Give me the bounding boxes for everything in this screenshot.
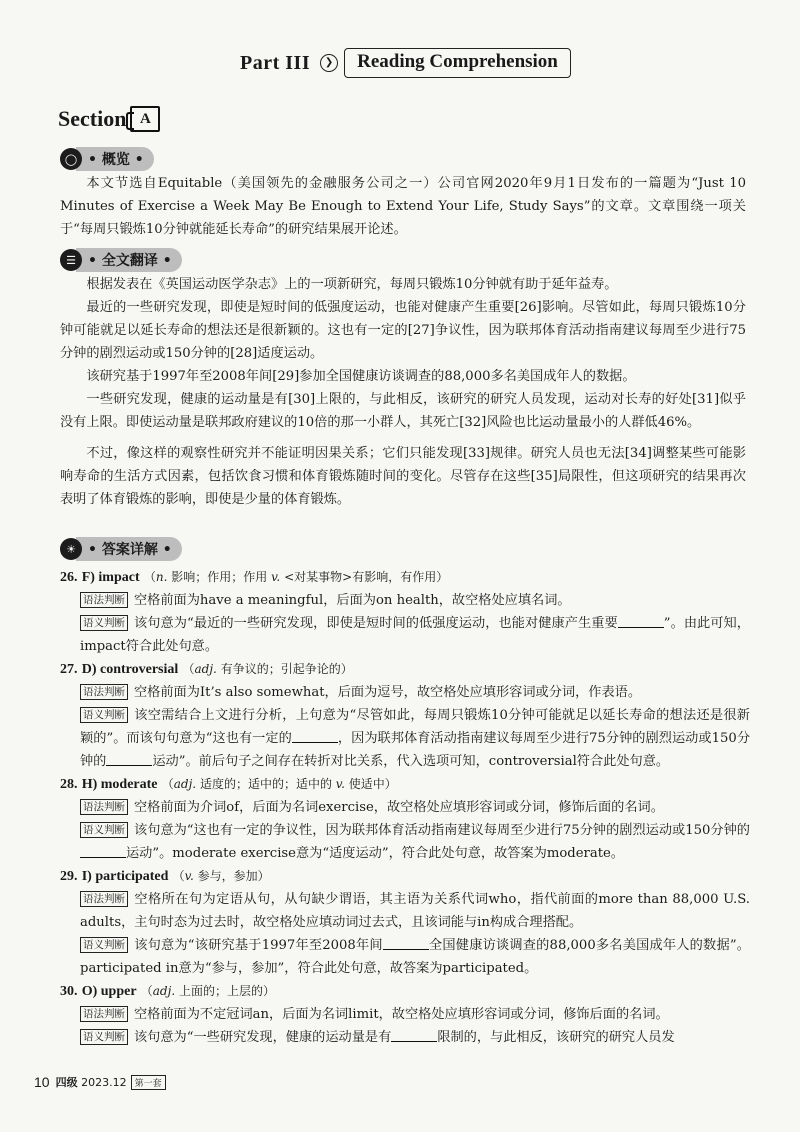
blank xyxy=(383,937,429,950)
answers-heading xyxy=(60,537,182,561)
note: 参与，参加 xyxy=(197,869,258,883)
translation-text xyxy=(60,273,746,511)
grammar-line xyxy=(80,681,750,704)
pos: adj. xyxy=(194,662,217,676)
translation-paragraph: 不过，像这样的观察性研究并不能证明因果关系；它们只能发现[33]规律。研究人员也无法[34]调整某些可能影响寿命的生活方式因素，包括饮食习惯和体育锻炼随时间的变化。尽管存在这些[35]局限性，但这项研究的结果再次表明了体育锻炼的影响，即使是少量的体育锻炼。 xyxy=(60,446,746,507)
grammar-tag: 语法判断 xyxy=(80,684,128,700)
section-badge xyxy=(130,106,160,132)
answer-word: I) participated xyxy=(81,869,169,884)
chevron-right-icon: ❯ xyxy=(320,54,338,72)
grammar-line xyxy=(80,589,750,612)
translation-paragraph: 根据发表在《英国运动医学杂志》上的一项新研究，每周只锻炼10分钟就有助于延年益寿。 xyxy=(86,277,618,292)
meaning-line xyxy=(80,1026,750,1049)
translation-heading xyxy=(60,248,182,272)
pos: v. xyxy=(335,777,345,791)
overview-text xyxy=(60,172,746,241)
section-letter: A xyxy=(140,110,151,127)
page-footer xyxy=(34,1074,166,1090)
footer-set: 第一套 xyxy=(131,1075,166,1090)
grammar-tag: 语法判断 xyxy=(80,592,128,608)
meaning-text: 运动”。前后句子之间存在转折对比关系，代入选项可知，controversial符合此处句意。 xyxy=(152,754,670,769)
page-number: 10 xyxy=(34,1074,50,1090)
part-header xyxy=(240,48,571,78)
meaning-tag: 语义判断 xyxy=(80,707,128,723)
answer-27-head: 27. D) controversial （adj. 有争议的；引起争论的） xyxy=(60,662,353,677)
meaning-text: 该空需结合上文进行分析，上句意为“尽管如此，每周只锻炼10分钟可能就足以延长寿命的想法还是很新颖的”。而该句句意为“这也有一定的 xyxy=(80,708,750,746)
overview-paragraph: 本文节选自Equitable（美国领先的金融服务公司之一）公司官网2020年9月1日发布的一篇题为“Just 10 Minutes of Exercise a Week May Be Enough to Extend Your Life, Study Says”的文章。文章围绕一项关于“每周只锻炼10分钟就能延长寿命”的研究结果展开论述。 xyxy=(60,176,746,237)
blank xyxy=(391,1029,437,1042)
answer-29-head: 29. I) participated （v. 参与，参加） xyxy=(60,869,270,884)
answer-number: 26. xyxy=(60,570,78,585)
answer-number: 30. xyxy=(60,984,78,999)
grammar-tag: 语法判断 xyxy=(80,891,128,907)
answer-26-head: 26. F) impact （n. 影响；作用；作用 v. <对某事物>有影响，有作用） xyxy=(60,570,449,585)
pos: v. xyxy=(184,869,194,883)
meaning-text: ”。由此可知，impact符合此处句意。 xyxy=(80,616,750,654)
blank xyxy=(106,753,152,766)
overview-heading-label: • 概览 • xyxy=(76,147,154,171)
grammar-line xyxy=(80,1003,750,1026)
grammar-tag: 语法判断 xyxy=(80,799,128,815)
pos: v. xyxy=(271,570,281,584)
meaning-line xyxy=(80,612,750,658)
blank xyxy=(80,845,126,858)
blank xyxy=(618,615,664,628)
part-title: Reading Comprehension xyxy=(344,48,571,78)
meaning-text: 该句意为“最近的一些研究发现，即使是短时间的低强度运动，也能对健康产生重要 xyxy=(134,616,618,631)
translation-paragraph: 一些研究发现，健康的运动量是有[30]上限的，与此相反，该研究的研究人员发现，运动对长寿的好处[31]似乎没有上限。即使运动量是联邦政府建议的10倍的那一小群人，其死亡[32]风险也比运动量最小的人群低46%。 xyxy=(60,392,746,430)
meaning-line xyxy=(80,819,750,865)
pos: adj. xyxy=(152,984,176,998)
answer-number: 29. xyxy=(60,869,78,884)
chat-icon: ☰ xyxy=(60,249,82,271)
part-label: Part III xyxy=(240,51,311,74)
meaning-tag: 语义判断 xyxy=(80,937,128,953)
note: 有争议的；引起争论的 xyxy=(220,662,341,676)
answer-30-head: 30. O) upper （adj. 上面的；上层的） xyxy=(60,984,275,999)
answer-list xyxy=(60,566,750,1049)
section-title xyxy=(58,106,160,132)
note: 影响；作用 xyxy=(171,570,232,584)
grammar-line xyxy=(80,888,750,934)
grammar-text: 空格所在句为定语从句，从句缺少谓语，其主语为关系代词who，指代前面的more than 88,000 U.S. adults，主句时态为过去时，故空格处应填动词过去式，且该词能与in构成合理搭配。 xyxy=(80,892,750,930)
translation-heading-label: • 全文翻译 • xyxy=(76,248,182,272)
answer-word: F) impact xyxy=(81,570,140,585)
answer-28-head: 28. H) moderate （adj. 适度的；适中的；适中的 v. 使适中） xyxy=(60,777,397,792)
meaning-line xyxy=(80,934,750,980)
note: 上面的；上层的 xyxy=(178,984,263,998)
footer-level: 四级 xyxy=(55,1076,78,1089)
blank xyxy=(292,730,338,743)
grammar-text: 空格前面为It’s also somewhat，后面为逗号，故空格处应填形容词或分词，作表语。 xyxy=(134,685,642,700)
answer-number: 28. xyxy=(60,777,78,792)
translation-paragraph: 最近的一些研究发现，即使是短时间的低强度运动，也能对健康产生重要[26]影响。尽管如此，每周只锻炼10分钟可能就足以延长寿命的想法还是很新颖的。这也有一定的[27]争议性，因为联邦体育活动指南建议每周至少进行75分钟的剧烈运动或150分钟的[28]适度运动。 xyxy=(60,300,746,361)
meaning-text: 全国健康访谈调查的88,000多名美国成年人的数据”。participated in意为“参与，参加”，符合此处句意，故答案为participated。 xyxy=(80,938,750,976)
meaning-text: 该句意为“一些研究发现，健康的运动量是有 xyxy=(134,1030,392,1045)
meaning-tag: 语义判断 xyxy=(80,822,128,838)
meaning-text: 限制的，与此相反，该研究的研究人员发 xyxy=(437,1030,675,1045)
meaning-text: 该句意为“该研究基于1997年至2008年间 xyxy=(134,938,383,953)
note: 使适中 xyxy=(348,777,385,791)
overview-heading xyxy=(60,147,154,171)
note: <对某事物>有影响，有作用 xyxy=(284,570,437,584)
meaning-line xyxy=(80,704,750,773)
meaning-tag: 语义判断 xyxy=(80,1029,128,1045)
answers-heading-label: • 答案详解 • xyxy=(76,537,182,561)
glasses-icon: ◯ xyxy=(60,148,82,170)
grammar-text: 空格前面为介词of，后面为名词exercise，故空格处应填形容词或分词，修饰后面的名词。 xyxy=(134,800,664,815)
grammar-line xyxy=(80,796,750,819)
grammar-text: 空格前面为不定冠词an，后面为名词limit，故空格处应填形容词或分词，修饰后面的名词。 xyxy=(134,1007,669,1022)
pos: adj. xyxy=(173,777,197,791)
pos: n. xyxy=(155,570,168,584)
translation-paragraph: 该研究基于1997年至2008年间[29]参加全国健康访谈调查的88,000多名美国成年人的数据。 xyxy=(86,369,636,384)
section-label: Section xyxy=(58,106,127,131)
answer-number: 27. xyxy=(60,662,78,677)
footer-date: 2023.12 xyxy=(81,1075,127,1089)
grammar-text: 空格前面为have a meaningful，后面为on health，故空格处应填名词。 xyxy=(134,593,571,608)
answer-word: O) upper xyxy=(81,984,137,999)
note: 适度的；适中的 xyxy=(199,777,284,791)
meaning-tag: 语义判断 xyxy=(80,615,128,631)
meaning-text: 运动”。moderate exercise意为“适度运动”，符合此处句意，故答案为moderate。 xyxy=(126,846,624,861)
answer-word: D) controversial xyxy=(81,662,179,677)
lightbulb-icon: ☀ xyxy=(60,538,82,560)
meaning-text: 该句意为“这也有一定的争议性，因为联邦体育活动指南建议每周至少进行75分钟的剧烈运动或150分钟的 xyxy=(134,823,750,838)
grammar-tag: 语法判断 xyxy=(80,1006,128,1022)
meaning-text: ，因为联邦体育活动指南建议每周至少进行75分钟的剧烈运动或150分钟的 xyxy=(80,731,751,769)
answer-word: H) moderate xyxy=(81,777,158,792)
